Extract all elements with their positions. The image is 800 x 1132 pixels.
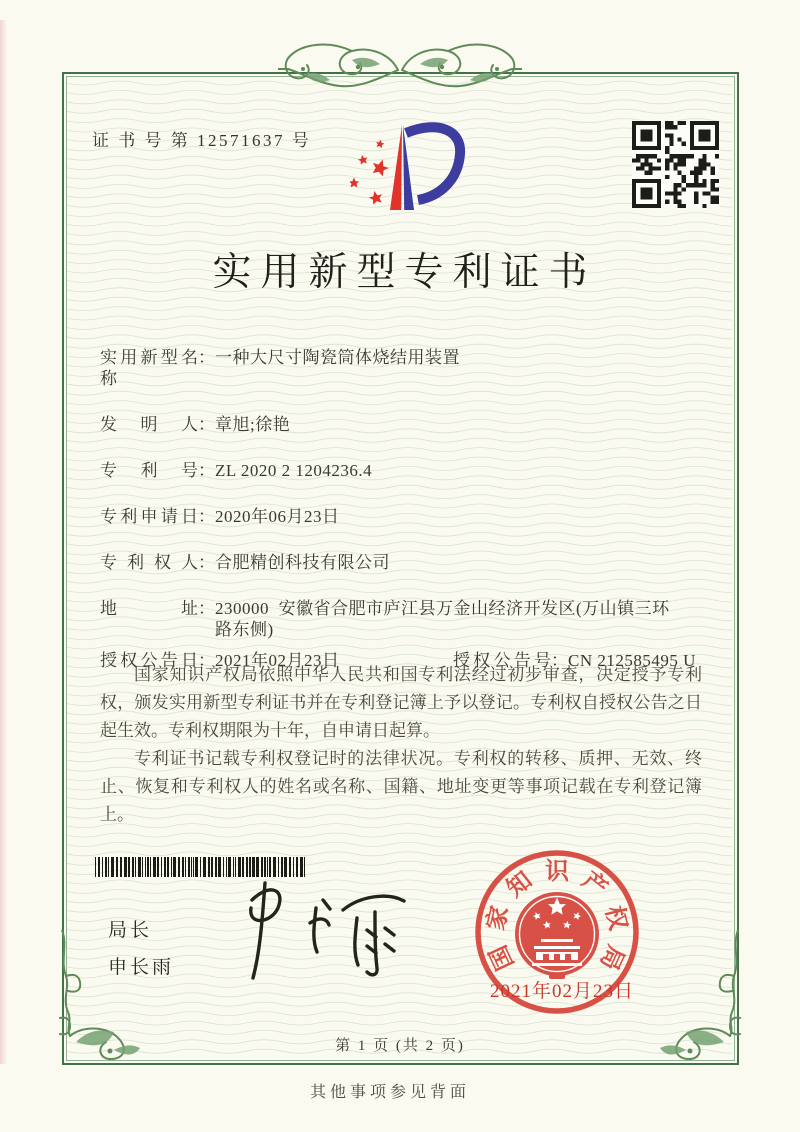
field-value: 章旭;徐艳: [215, 415, 291, 434]
field-row-address: 地址 ： 230000 安徽省合肥市庐江县万金山经济开发区(万山镇三环路东侧): [100, 599, 670, 639]
field-label: 发明人: [100, 415, 198, 434]
field-label: 实用新型名称: [100, 348, 198, 388]
field-label: 授权公告号: [453, 651, 551, 670]
top-scroll-ornament: [278, 36, 522, 102]
field-value: 230000 安徽省合肥市庐江县万金山经济开发区(万山镇三环路东侧): [215, 599, 670, 639]
page-number: 第 1 页 (共 2 页): [335, 1038, 465, 1054]
field-row-inventors: 发明人 ： 章旭;徐艳: [100, 415, 291, 434]
field-row-grant: 授权公告日 ： 2021年02月23日 授权公告号 ： CN 212585495 U: [100, 651, 696, 670]
field-label: 地址: [100, 599, 198, 618]
svg-text:国: 国: [485, 940, 520, 974]
back-side-note: 其他事项参见背面: [310, 1084, 471, 1101]
grant-date-value: 2021年02月23日: [215, 651, 340, 670]
barcode: [95, 857, 308, 877]
handwritten-signature: [224, 878, 420, 986]
svg-text:识: 识: [545, 859, 569, 885]
legal-paragraph-1: 国家知识产权局依照中华人民共和国专利法经过初步审查，决定授予专利权，颁发实用新型专利证书并在专利登记簿上予以登记。专利权自授权公告之日起生效。专利权期限为十年，自申请日起算。: [100, 665, 702, 740]
director-title: 局长: [108, 920, 153, 941]
director-name: 申长雨: [108, 957, 175, 978]
field-label: 授权公告日: [100, 651, 198, 670]
field-row-utility-model-name: 实用新型名称 ： 一种大尺寸陶瓷筒体烧结用装置: [100, 348, 460, 388]
field-value: 合肥精创科技有限公司: [215, 553, 390, 572]
svg-text:局: 局: [594, 940, 629, 974]
national-emblem: [515, 892, 599, 979]
scan-edge-artifact: [0, 20, 7, 1064]
field-row-patent-number: 专利号 ： ZL 2020 2 1204236.4: [100, 461, 373, 480]
grant-number-value: CN 212585495 U: [568, 651, 696, 670]
cnipa-logo-icon: [350, 118, 476, 218]
field-value: 一种大尺寸陶瓷筒体烧结用装置: [215, 348, 460, 367]
field-label: 专利申请日: [100, 507, 198, 526]
svg-text:权: 权: [599, 903, 631, 933]
field-row-patentee: 专利权人 ： 合肥精创科技有限公司: [100, 553, 390, 572]
svg-text:知: 知: [502, 867, 538, 903]
field-label: 专利号: [100, 461, 198, 480]
field-label: 专利权人: [100, 553, 198, 572]
seal-date: 2021年02月23日: [490, 981, 635, 1002]
svg-text:产: 产: [576, 867, 612, 903]
field-value: ZL 2020 2 1204236.4: [215, 461, 373, 480]
svg-text:家: 家: [483, 903, 515, 933]
qr-code: [632, 121, 719, 208]
legal-text: [100, 661, 702, 829]
legal-paragraph-2: 专利证书记载专利权登记时的法律状况。专利权的转移、质押、无效、终止、恢复和专利权人的姓名或名称、国籍、地址变更等事项记载在专利登记簿上。: [100, 749, 702, 824]
certificate-number: 证 书 号 第 12571637 号: [92, 131, 312, 150]
field-value: 2020年06月23日: [215, 507, 340, 526]
field-list: [100, 347, 706, 696]
certificate-title: 实用新型专利证书: [212, 251, 597, 294]
field-row-filing-date: 专利申请日 ： 2020年06月23日: [100, 507, 340, 526]
